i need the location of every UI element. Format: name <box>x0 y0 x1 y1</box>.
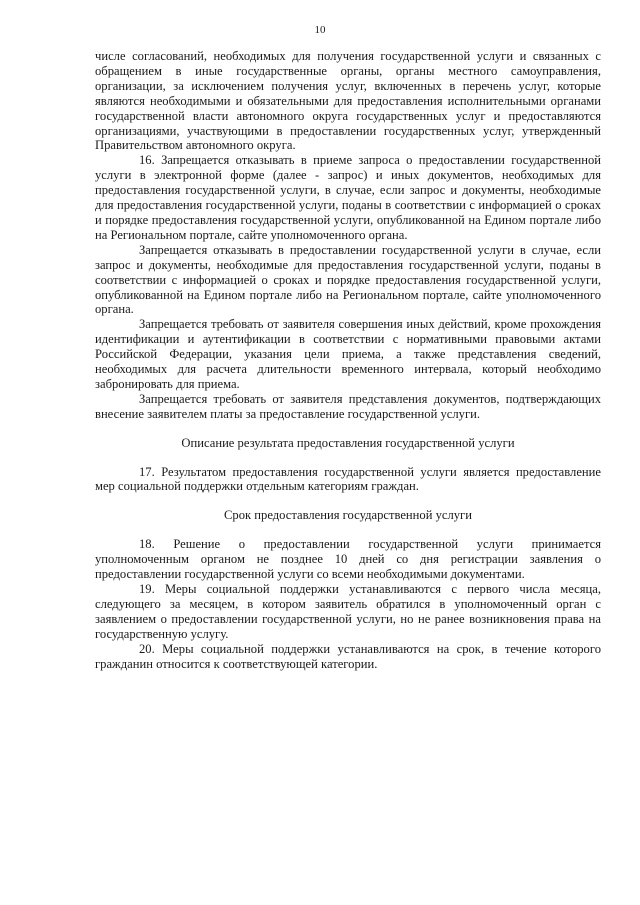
paragraph-continuation: числе согласований, необходимых для получения государственной услуги и связанных с обращением в иные государственные органы, органы местного самоуправления, организации, за исключением получения услуг, включенных в перечень услуг, которые являются необходимыми и обязательными для предоставления исполнительными органами государственной власти автономного округа государственных услуг и предоставляются организациями, участвующими в предоставлении государственных услуг, утвержденный Правительством автономного округа. <box>95 49 601 153</box>
paragraph-20: 20. Меры социальной поддержки устанавливаются на срок, в течение которого гражданин относится к соответствующей категории. <box>95 641 601 671</box>
paragraph-17: 17. Результатом предоставления государственной услуги является предоставление мер социальной поддержки отдельным категориям граждан. <box>95 464 601 494</box>
paragraph-18: 18. Решение о предоставлении государственной услуги принимается уполномоченным органом не позднее 10 дней со дня регистрации заявления о предоставлении государственной услуги со всеми необходимыми документами. <box>95 537 601 582</box>
paragraph-19: 19. Меры социальной поддержки устанавливаются с первого числа месяца, следующего за месяцем, в котором заявитель обратился в уполномоченный орган с заявлением о предоставлении государственной услуги, но не ранее возникновения права на государственную услугу. <box>95 582 601 641</box>
paragraph-16-actions: Запрещается требовать от заявителя совершения иных действий, кроме прохождения идентификации и аутентификации в соответствии с нормативными правовыми актами Российской Федерации, указания цели приема, а также представления сведений, необходимых для расчета длительности временного интервала, который необходимо забронировать для приема. <box>95 317 601 391</box>
document-body <box>95 49 601 671</box>
paragraph-16-payment: Запрещается требовать от заявителя представления документов, подтверждающих внесение заявителем платы за предоставление государственной услуги. <box>95 391 601 421</box>
paragraph-16-refusal: Запрещается отказывать в предоставлении государственной услуги в случае, если запрос и документы, необходимые для предоставления государственной услуги, поданы в соответствии с информацией о сроках и порядке предоставления государственной услуги, опубликованной на Едином портале либо на Региональном портале, сайте уполномоченного органа. <box>95 242 601 317</box>
paragraph-16: 16. Запрещается отказывать в приеме запроса о предоставлении государственной услуги в электронной форме (далее - запрос) и иных документов, необходимых для предоставления государственной услуги, в случае, если запрос и документы, необходимые для предоставления государственной услуги, поданы в соответствии с информацией о сроках и порядке предоставления государственной услуги, опубликованной на Едином портале либо на Региональном портале, сайте уполномоченного органа. <box>95 153 601 242</box>
section-heading-result: Описание результата предоставления государственной услуги <box>181 435 515 450</box>
page-number: 10 <box>314 24 326 36</box>
section-heading-term: Срок предоставления государственной услуги <box>224 508 472 523</box>
